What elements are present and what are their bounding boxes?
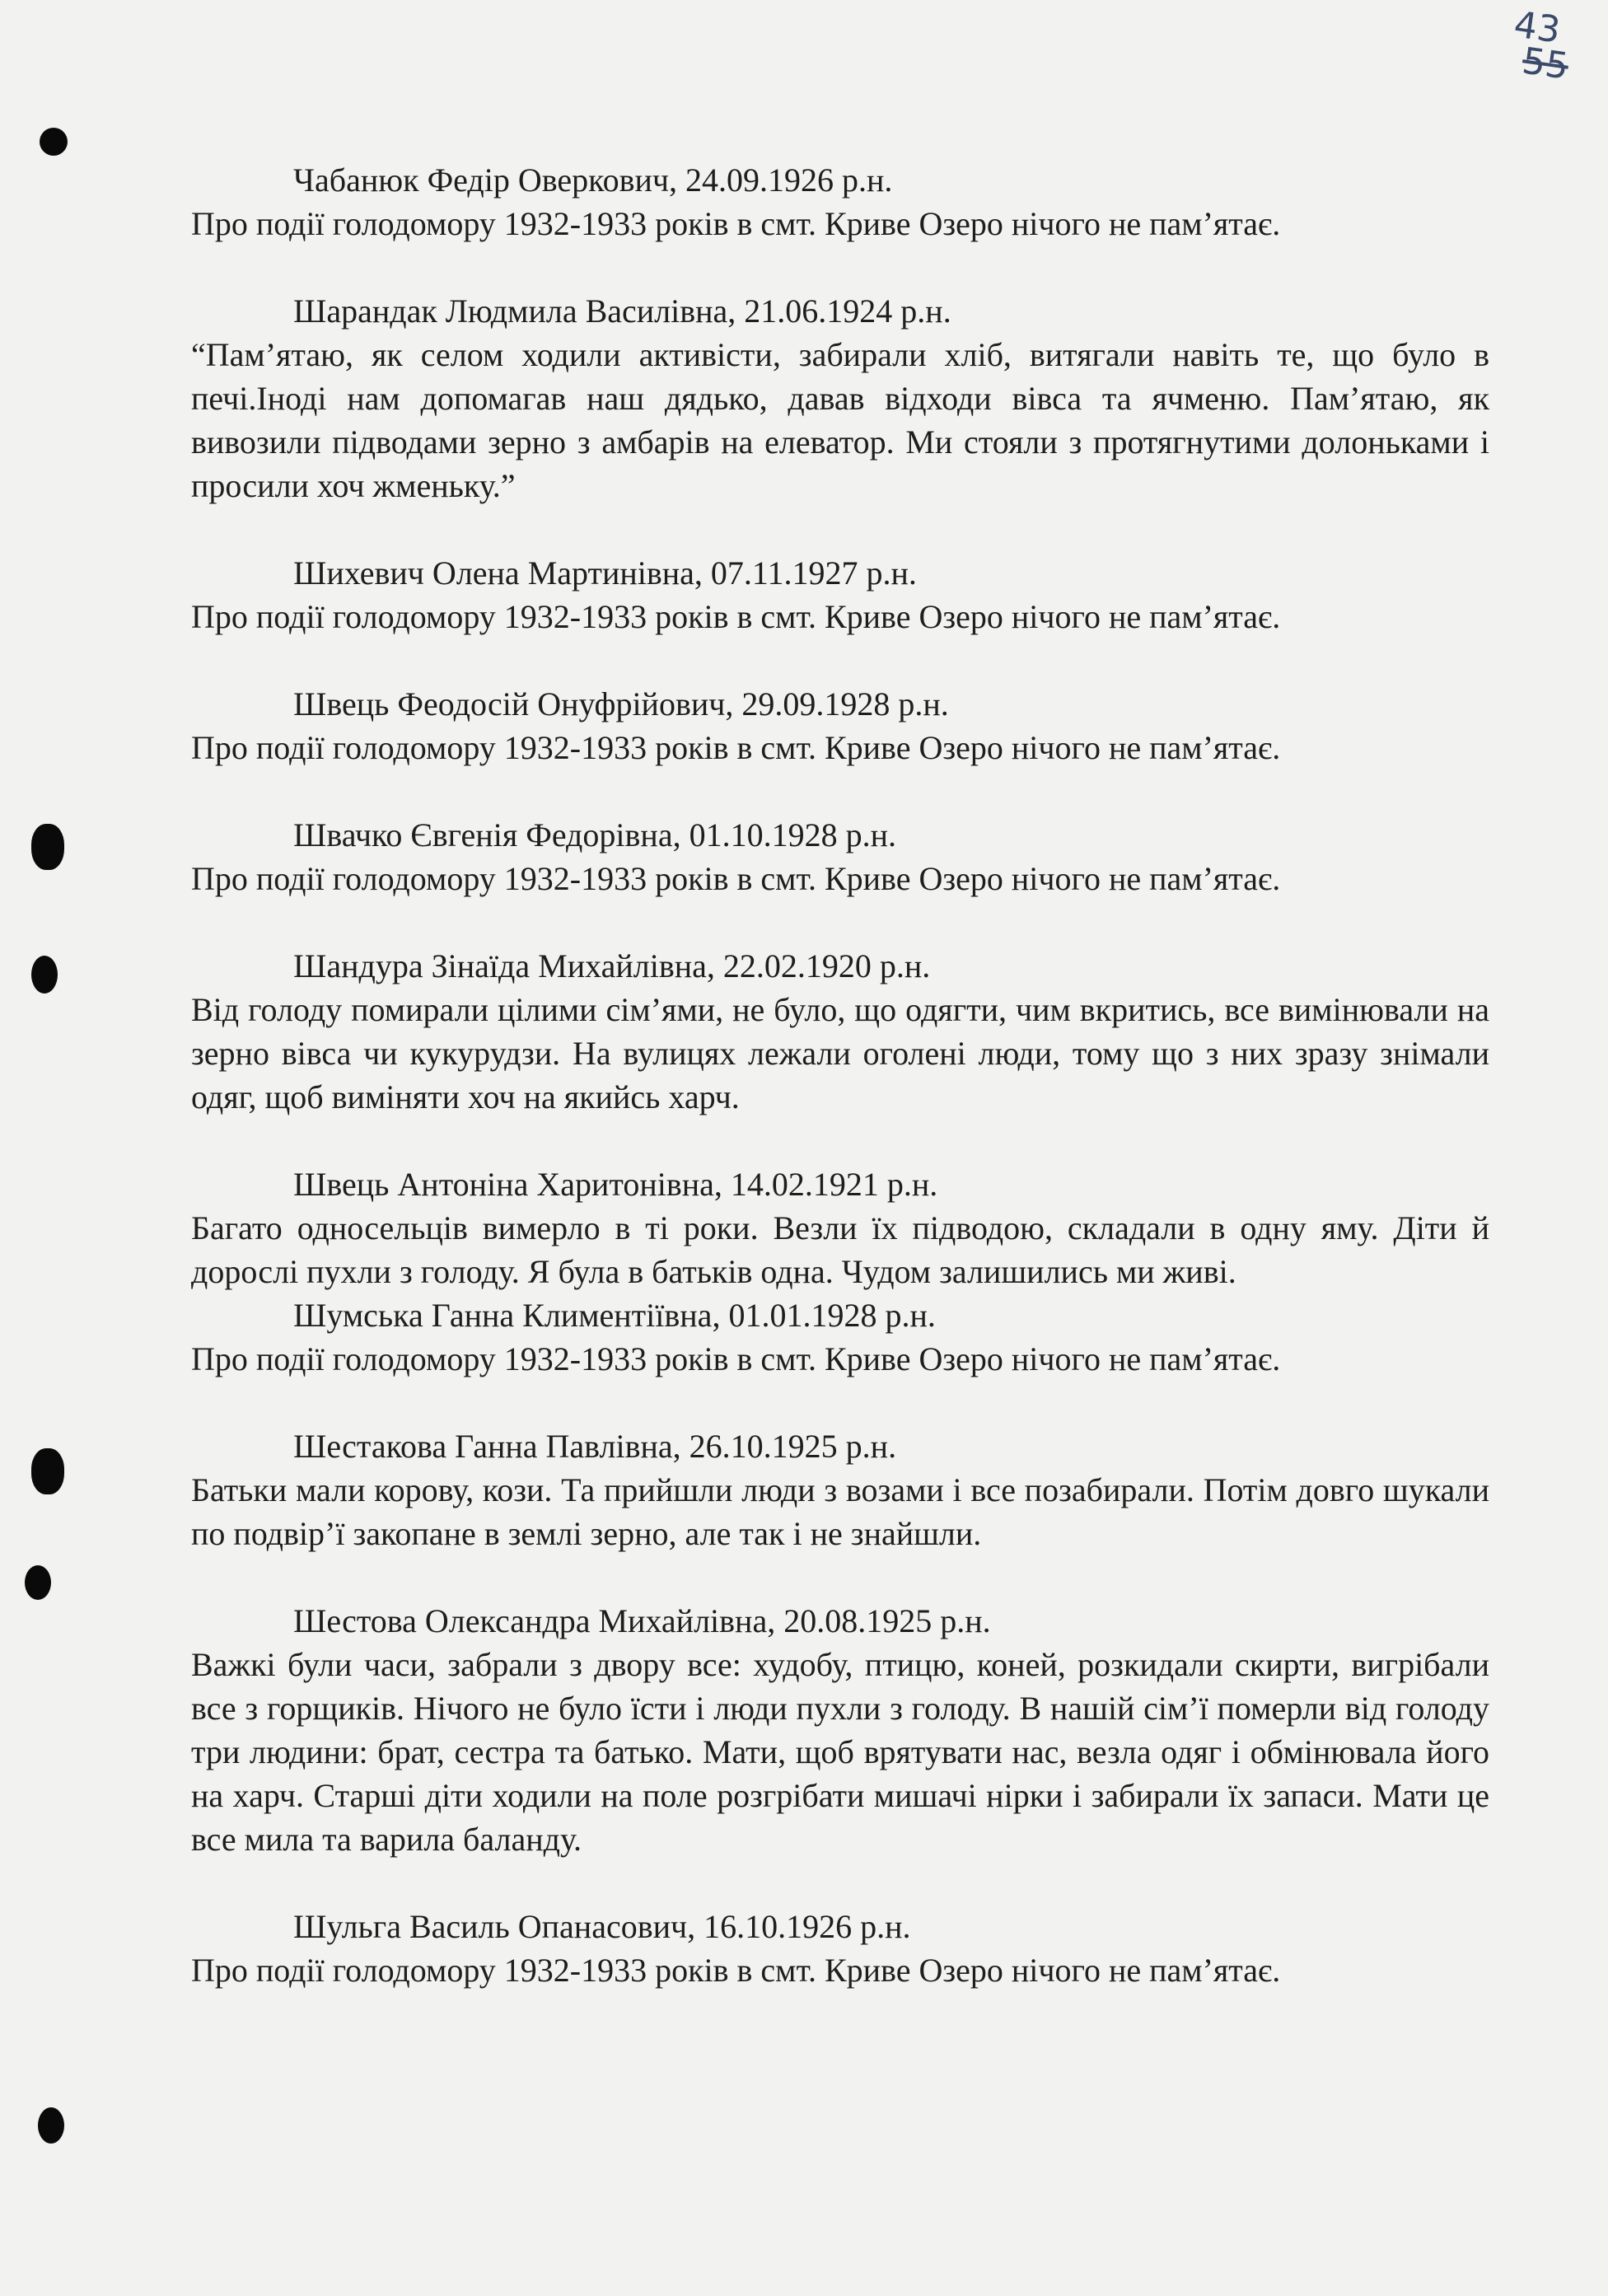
testimony-text: Від голоду помирали цілими сім’ями, не було, що одягти, чим вкритись, все вимінювали на зерно вівса чи кукурудзи. На вулицях лежали оголені люди, тому що з них зразу знімали одяг, щоб виміняти хоч на якийсь харч.	[191, 991, 1489, 1115]
person-name: Шандура Зінаїда Михайлівна, 22.02.1920 р.н.	[293, 947, 931, 984]
punch-hole	[31, 824, 64, 870]
person-name: Шульга Василь Опанасович, 16.10.1926 р.н.	[293, 1908, 911, 1945]
testimony-entry	[191, 1293, 1489, 1381]
testimony-list	[191, 158, 1489, 1992]
person-name: Швець Феодосій Онуфрійович, 29.09.1928 р.н.	[293, 685, 949, 722]
testimony-entry	[191, 813, 1489, 900]
testimony-text: Батьки мали корову, кози. Та прийшли люди з возами і все позабирали. Потім довго шукали по подвір’ї закопане в землі зерно, але так і не знайшли.	[191, 1471, 1489, 1552]
testimony-text: “Пам’ятаю, як селом ходили активісти, забирали хліб, витягали навіть те, що було в печі.Іноді нам допомагав наш дядько, давав відходи вівса та ячменю. Пам’ятаю, як вивозили підводами зерно з амбарів на елеватор. Ми стояли з протягнутими долоньками і просили хоч жменьку.”	[191, 336, 1489, 504]
punch-hole	[31, 1448, 64, 1494]
testimony-text: Про події голодомору 1932-1933 років в смт. Криве Озеро нічого не пам’ятає.	[191, 598, 1281, 635]
testimony-entry	[191, 1905, 1489, 1992]
person-name: Чабанюк Федір Оверкович, 24.09.1926 р.н.	[293, 161, 893, 199]
person-name: Шестакова Ганна Павлівна, 26.10.1925 р.н.	[293, 1428, 897, 1465]
testimony-text: Про події голодомору 1932-1933 років в смт. Криве Озеро нічого не пам’ятає.	[191, 729, 1281, 766]
testimony-entry	[191, 682, 1489, 769]
person-name: Швець Антоніна Харитонівна, 14.02.1921 р.н.	[293, 1166, 938, 1203]
punch-hole	[31, 956, 58, 994]
testimony-entry	[191, 1424, 1489, 1555]
page-number-crossed-out: 55	[1519, 40, 1572, 88]
person-name: Швачко Євгенія Федорівна, 01.10.1928 р.н.	[293, 816, 896, 853]
testimony-text: Про події голодомору 1932-1933 років в смт. Криве Озеро нічого не пам’ятає.	[191, 1952, 1281, 1989]
person-name: Шарандак Людмила Василівна, 21.06.1924 р.н.	[293, 292, 951, 330]
testimony-entry	[191, 158, 1489, 245]
testimony-text: Важкі були часи, забрали з двору все: худобу, птицю, коней, розкидали скирти, вигрібали все з горщиків. Нічого не було їсти і люди пухли з голоду. В нашій сім’ї померли від голоду три людини: брат, сестра та батько. Мати, щоб врятувати нас, везла одяг і обмінювала його на харч. Старші діти ходили на поле розгрібати мишачі нірки і забирали їх запаси. Мати це все мила та варила баланду.	[191, 1646, 1489, 1858]
testimony-text: Про події голодомору 1932-1933 років в смт. Криве Озеро нічого не пам’ятає.	[191, 1340, 1281, 1377]
testimony-text: Про події голодомору 1932-1933 років в смт. Криве Озеро нічого не пам’ятає.	[191, 860, 1281, 897]
testimony-entry	[191, 551, 1489, 638]
page-number: 43	[1511, 3, 1564, 52]
person-name: Шумська Ганна Климентіївна, 01.01.1928 р.н.	[293, 1297, 936, 1334]
person-name: Шихевич Олена Мартинівна, 07.11.1927 р.н.	[293, 554, 917, 592]
punch-hole	[40, 128, 68, 156]
testimony-entry	[191, 1162, 1489, 1293]
testimony-text: Про події голодомору 1932-1933 років в смт. Криве Озеро нічого не пам’ятає.	[191, 205, 1281, 242]
testimony-entry	[191, 1599, 1489, 1861]
testimony-entry	[191, 944, 1489, 1119]
testimony-text: Багато односельців вимерло в ті роки. Везли їх підводою, складали в одну яму. Діти й дорослі пухли з голоду. Я була в батьків одна. Чудом залишились ми живі.	[191, 1209, 1489, 1290]
person-name: Шестова Олександра Михайлівна, 20.08.1925 р.н.	[293, 1602, 991, 1639]
testimony-entry	[191, 289, 1489, 507]
punch-hole	[38, 2107, 64, 2144]
punch-hole	[25, 1565, 51, 1600]
